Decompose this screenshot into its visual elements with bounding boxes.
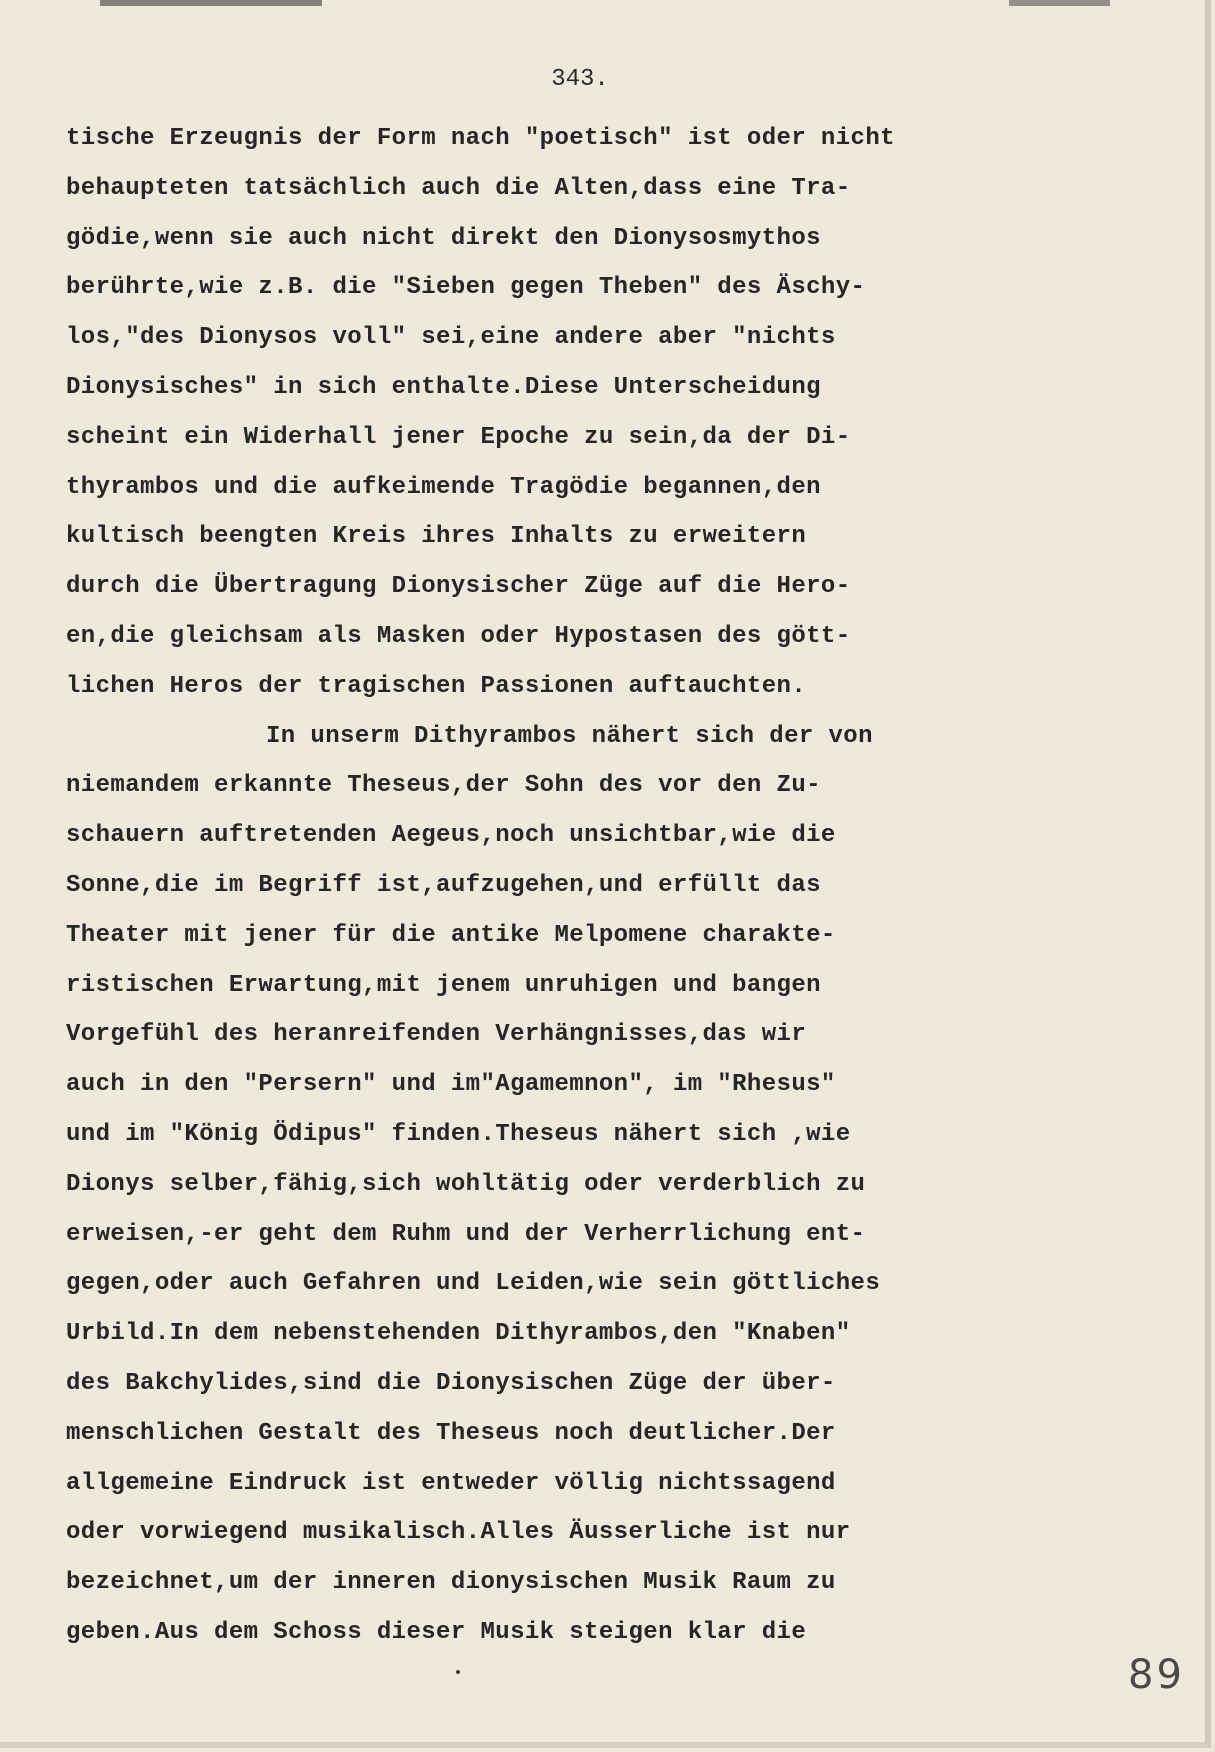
text-line: geben.Aus dem Schoss dieser Musik steigen klar die [66,1618,807,1646]
text-line: Vorgefühl des heranreifenden Verhängnisses,das wir [66,1021,807,1049]
text-line: kultisch beengten Kreis ihres Inhalts zu erweitern [66,523,807,551]
text-line: los,"des Dionysos voll" sei,eine andere aber "nichts [66,324,836,352]
text-line: allgemeine Eindruck ist entweder völlig nichtssagend [66,1469,836,1497]
text-line: ristischen Erwartung,mit jenem unruhigen und bangen [66,971,821,999]
text-line: gödie,wenn sie auch nicht direkt den Dionysosmythos [66,224,821,252]
text-line: en,die gleichsam als Masken oder Hypostasen des gött- [66,622,851,650]
text-line: scheint ein Widerhall jener Epoche zu sein,da der Di- [66,423,851,451]
page-top-edge-mark [100,0,1110,6]
text-line: durch die Übertragung Dionysischer Züge auf die Hero- [66,573,851,601]
text-line: Urbild.In dem nebenstehenden Dithyrambos,den "Knaben" [66,1320,851,1348]
text-line: niemandem erkannte Theseus,der Sohn des vor den Zu- [66,772,821,800]
text-line: Dionysisches" in sich enthalte.Diese Unterscheidung [66,373,821,401]
text-line: Sonne,die im Begriff ist,aufzugehen,und erfüllt das [66,871,821,899]
text-line: Theater mit jener für die antike Melpomene charakte- [66,921,836,949]
text-line: bezeichnet,um der inneren dionysischen Musik Raum zu [66,1569,836,1597]
text-line: tische Erzeugnis der Form nach "poetisch" ist oder nicht [66,125,895,152]
text-line: Dionys selber,fähig,sich wohltätig oder verderblich zu [66,1170,866,1198]
text-line: berührte,wie z.B. die "Sieben gegen Theben" des Äschy- [66,274,866,302]
text-line: des Bakchylides,sind die Dionysischen Züge der über- [66,1369,836,1397]
text-line: lichen Heros der tragischen Passionen auftauchten. [66,672,807,700]
text-line: auch in den "Persern" und im"Agamemnon", im "Rhesus" [66,1071,836,1099]
text-line: erweisen,-er geht dem Ruhm und der Verherrlichung ent- [66,1220,866,1248]
page-number: 343. [551,66,609,93]
ink-dot [456,1670,460,1674]
archive-folio-number: 89 [1128,1652,1185,1698]
text-line: schauern auftretenden Aegeus,noch unsichtbar,wie die [66,822,836,850]
typewritten-text [66,114,1106,1658]
text-line: thyrambos und die aufkeimende Tragödie begannen,den [66,473,821,501]
text-line-paragraph-start: In unserm Dithyrambos nähert sich der von [266,722,873,750]
text-line: oder vorwiegend musikalisch.Alles Äusserliche ist nur [66,1519,851,1547]
text-line: behaupteten tatsächlich auch die Alten,dass eine Tra- [66,174,851,202]
text-line: gegen,oder auch Gefahren und Leiden,wie sein göttliches [66,1270,881,1298]
text-line: und im "König Ödipus" finden.Theseus nähert sich ,wie [66,1120,851,1148]
text-line: menschlichen Gestalt des Theseus noch deutlicher.Der [66,1419,836,1447]
